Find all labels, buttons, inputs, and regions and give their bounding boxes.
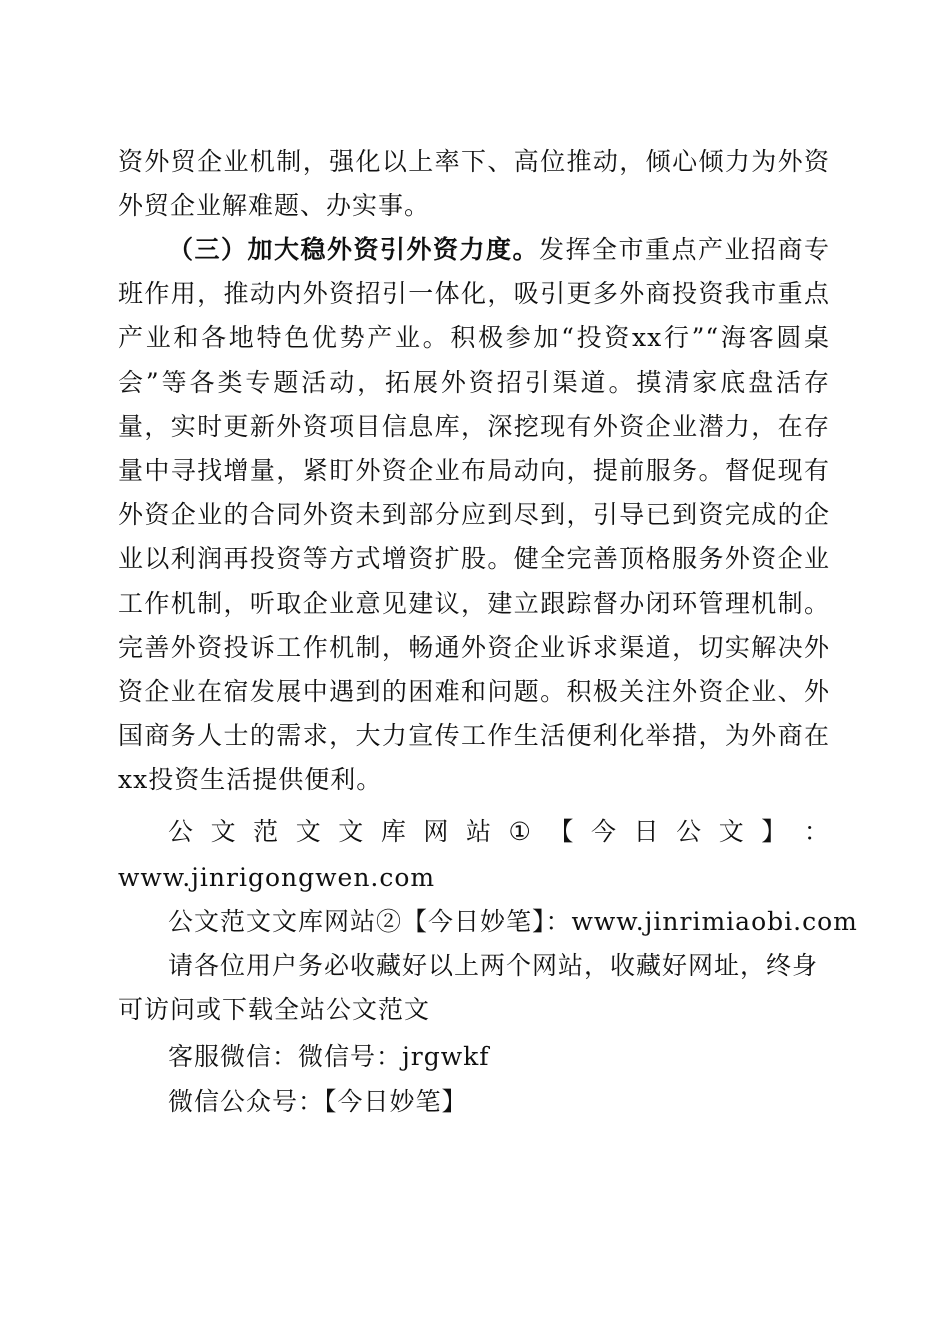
footer-site1-char: ① bbox=[508, 817, 532, 846]
footer-site1-char: 范 bbox=[253, 817, 280, 846]
footer-site1-char: 今 bbox=[591, 817, 618, 846]
footer-site1-char: 】 bbox=[761, 817, 788, 846]
footer-site1-char: 文 bbox=[718, 817, 745, 846]
section-three-paragraph bbox=[118, 228, 830, 803]
footer-site1-char: 文 bbox=[338, 817, 365, 846]
footer-site1-line bbox=[118, 810, 880, 854]
section-three-body: 发挥全市重点产业招商专班作用，推动内外资招引一体化，吸引更多外商投资我市重点产业和各地特色优势产业。积极参加“投资xx行”“海客圆桌会”等各类专题活动，拓展外资招引渠道。摸清家底盘活存量，实时更新外资项目信息库，深挖现有外资企业潜力，在存量中寻找增量，紧盯外资企业布局动向，提前服务。督促现有外资企业的合同外资未到部分应到尽到，引导已到资完成的企业以利润再投资等方式增资扩股。健全完善顶格服务外资企业工作机制，听取企业意见建议，建立跟踪督办闭环管理机制。完善外资投诉工作机制，畅通外资企业诉求渠道，切实解决外资企业在宿发展中遇到的困难和问题。积极关注外资企业、外国商务人士的需求，大力宣传工作生活便利化举措，为外商在xx投资生活提供便利。 bbox=[118, 235, 830, 795]
footer-site1-char: 站 bbox=[465, 817, 492, 846]
footer-wechat-account: 微信公众号：【今日妙笔】 bbox=[168, 1087, 468, 1116]
footer-site1-char: 文 bbox=[295, 817, 322, 846]
footer-site1-char: ： bbox=[803, 817, 830, 846]
section-three-heading: （三）加大稳外资引外资力度。 bbox=[168, 235, 539, 264]
footer-site1-char: 公 bbox=[676, 817, 703, 846]
footer-site1-char: 【 bbox=[548, 817, 575, 846]
footer-site1-char: 库 bbox=[380, 817, 407, 846]
footer-site1-char: 公 bbox=[168, 817, 195, 846]
paragraph-continuation: 资外贸企业机制，强化以上率下、高位推动，倾心倾力为外资外贸企业解难题、办实事。 bbox=[118, 147, 830, 221]
footer-site1-char: 日 bbox=[633, 817, 660, 846]
footer-site1-char: 文 bbox=[210, 817, 237, 846]
footer-site1-char: 网 bbox=[423, 817, 450, 846]
footer-site2-line[interactable]: 公文范文文库网站②【今日妙笔】：www.jinrimiaobi.com bbox=[168, 907, 858, 936]
footer-site1-url[interactable]: www.jinrigongwen.com bbox=[118, 863, 436, 892]
footer-customer-service: 客服微信：微信号：jrgwkf bbox=[168, 1042, 490, 1071]
footer-notice: 请各位用户务必收藏好以上两个网站，收藏好网址，终身可访问或下载全站公文范文 bbox=[118, 951, 819, 1024]
footer-site1-label bbox=[168, 810, 830, 854]
